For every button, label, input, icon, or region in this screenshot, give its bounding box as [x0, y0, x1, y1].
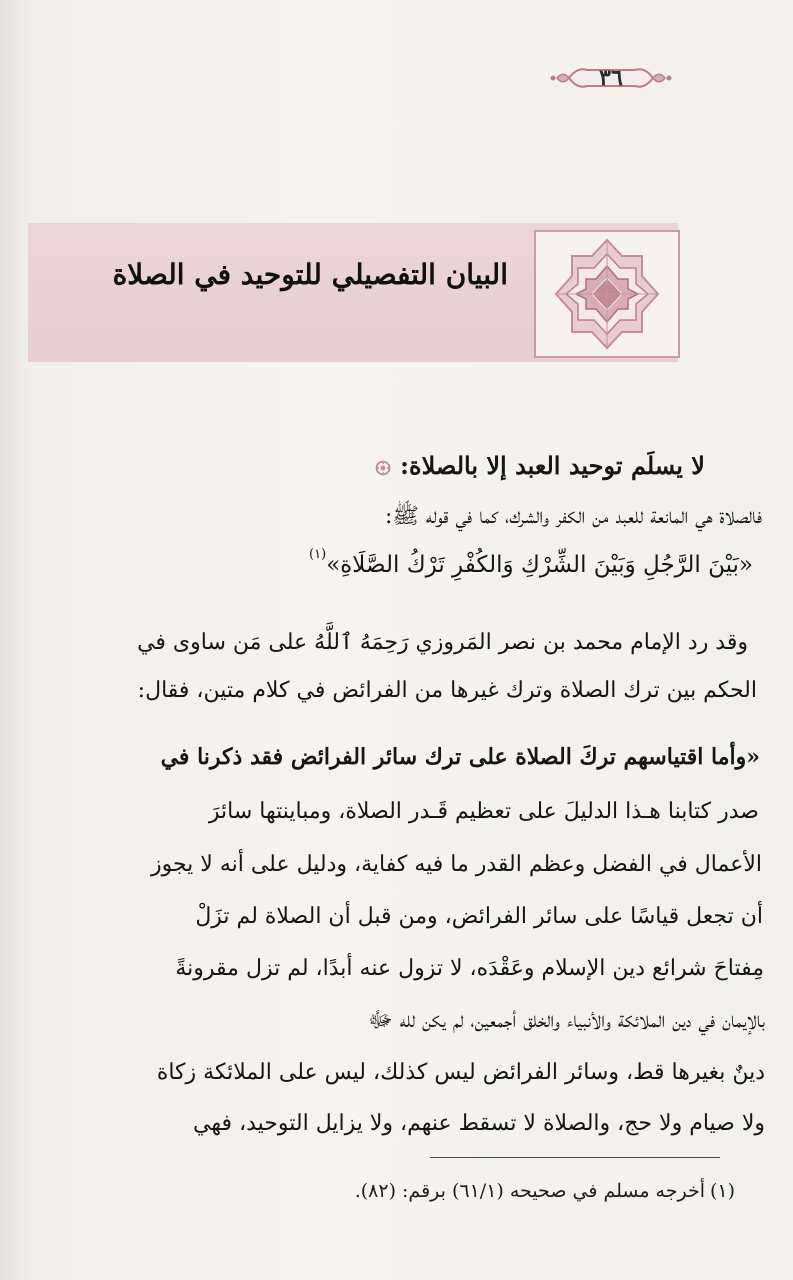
flower-bullet-icon: [374, 459, 392, 477]
quoted-paragraph-line: «وأما اقتياسهم تركَ الصلاة على ترك سائر الفرائض فقد ذكرنا في: [160, 744, 760, 770]
footnote-text: أخرجه مسلم في صحيحه (٦١/١) برقم: (٨٢).: [354, 1180, 705, 1202]
paragraph-line: الحكم بين ترك الصلاة وترك غيرها من الفرائض في كلام متين، فقال:: [137, 678, 757, 703]
paragraph-line: وقد رد الإمام محمد بن نصر المَروزي رَحِمَهُ ٱللَّهُ على مَن ساوى في: [137, 630, 748, 655]
hadith-quote-line: [23, 547, 753, 580]
paragraph-line: بالإيمان في دين الملائكة والأنبياء والخلق أجمعين، لم يكن لله ﷻ: [367, 1008, 765, 1033]
paragraph-line: دينٌ بغيرها قط، وسائر الفرائض ليس كذلك، ليس على الملائكة زكاة: [156, 1060, 765, 1085]
geometric-star-icon: [534, 230, 680, 358]
paragraph-line: ولا صيام ولا حج، والصلاة لا تسقط عنهم، ولا يزايل التوحيد، فهي: [193, 1111, 765, 1136]
subheading-text: لا يسلَم توحيد العبد إلا بالصلاة:: [400, 451, 705, 480]
paragraph-line: فالصلاة هي المانعة للعبد من الكفر والشرك، كما في قوله ﷺ:: [384, 504, 762, 529]
chapter-heading-title: البيان التفصيلي للتوحيد في الصلاة: [112, 258, 508, 291]
footnote-number: (١): [709, 1180, 735, 1202]
section-subheading: [0, 451, 705, 481]
paragraph-line: صدر كتابنا هـذا الدليلَ على تعظيم قَـدر الصلاة، ومباينتها سائرَ: [208, 799, 759, 824]
page-number: ٣٦: [599, 65, 623, 91]
hadith-quote-text: «بَيْنَ الرَّجُلِ وَبَيْنَ الشِّرْكِ وَالكُفْرِ تَرْكُ الصَّلَاةِ»: [326, 552, 753, 578]
page-number-badge: [549, 61, 673, 95]
paragraph-line: مِفتاحَ شرائع دين الإسلام وعَقْدَه، لا تزول عنه أبدًا، لم تزل مقرونةً: [175, 956, 764, 981]
paragraph-line: الأعمال في الفضل وعظم القدر ما فيه كفاية، ودليل على أنه لا يجوز: [150, 852, 762, 877]
paragraph-line: أن تجعل قياسًا على سائر الفرائض، ومن قبل أن الصلاة لم تزَلْ: [195, 904, 763, 929]
footnote-marker: (١): [309, 547, 327, 562]
footnote-separator: [430, 1157, 720, 1158]
